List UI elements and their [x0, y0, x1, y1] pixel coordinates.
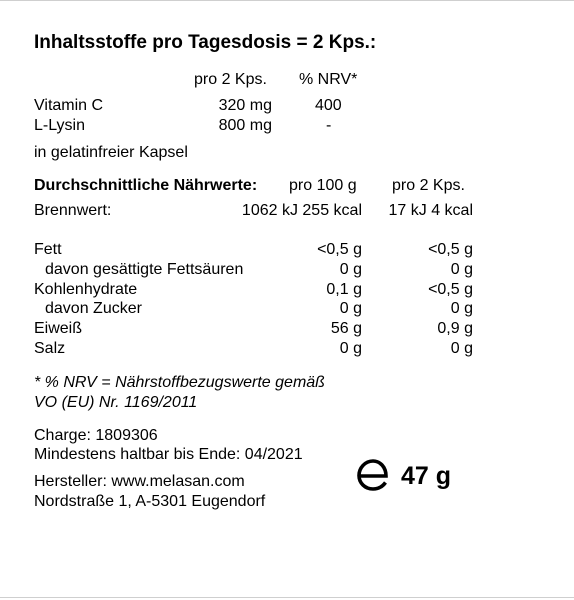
nutrient-per2: <0,5 g	[428, 241, 473, 258]
nutrient-per100: 56 g	[330, 320, 362, 337]
nutrition-col-per2: pro 2 Kps.	[392, 177, 465, 194]
ingredient-name: Vitamin C	[34, 97, 104, 114]
nutrient-label: davon gesättigte Fettsäuren	[45, 261, 244, 278]
ingredient-nrv: 400	[315, 97, 342, 114]
nutrition-heading: Durchschnittliche Nährwerte:	[34, 177, 258, 194]
nrv-footnote: * % NRV = Nährstoffbezugswerte gemäß	[34, 374, 325, 391]
nutrient-per100: 0 g	[339, 261, 362, 278]
nutrient-per2: 0 g	[450, 300, 473, 317]
batch-number: Charge: 1809306	[34, 427, 158, 444]
best-before-date: Mindestens haltbar bis Ende: 04/2021	[34, 446, 303, 463]
capsule-note: in gelatinfreier Kapsel	[34, 144, 188, 161]
nrv-footnote-regulation: VO (EU) Nr. 1169/2011	[34, 394, 198, 411]
ingredient-nrv: -	[326, 117, 332, 134]
nutrient-per100: 0 g	[339, 340, 362, 357]
ingredient-amount: 800 mg	[218, 117, 272, 134]
manufacturer: Hersteller: www.melasan.com	[34, 473, 245, 490]
ingredients-header-amount: pro 2 Kps.	[194, 71, 267, 88]
ingredient-amount: 320 mg	[218, 97, 272, 114]
nutrient-label: Fett	[34, 241, 62, 258]
ingredient-name: L-Lysin	[34, 117, 85, 134]
label-title: Inhaltsstoffe pro Tagesdosis = 2 Kps.:	[34, 32, 377, 53]
nutrient-per100: 0,1 g	[326, 281, 362, 298]
manufacturer-address: Nordstraße 1, A-5301 Eugendorf	[34, 493, 266, 510]
ingredients-header-nrv: % NRV*	[299, 71, 358, 88]
energy-label: Brennwert:	[34, 202, 112, 219]
bottom-border	[0, 597, 574, 598]
nutrient-label: Eiweiß	[34, 320, 83, 337]
nutrient-label: Salz	[34, 340, 66, 357]
nutrient-per2: 0,9 g	[437, 320, 473, 337]
nutrient-per100: <0,5 g	[317, 241, 362, 258]
energy-per100: 1062 kJ 255 kcal	[241, 202, 362, 219]
net-quantity: 47 g	[401, 462, 452, 490]
nutrient-per2: 0 g	[450, 340, 473, 357]
energy-per2: 17 kJ 4 kcal	[388, 202, 473, 219]
top-border	[0, 0, 574, 1]
nutrient-per2: <0,5 g	[428, 281, 473, 298]
nutrient-per100: 0 g	[339, 300, 362, 317]
nutrition-col-per100: pro 100 g	[289, 177, 357, 194]
nutrient-label: Kohlenhydrate	[34, 281, 138, 298]
nutrient-per2: 0 g	[450, 261, 473, 278]
estimated-sign-icon	[356, 458, 390, 492]
nutrient-label: davon Zucker	[45, 300, 142, 317]
